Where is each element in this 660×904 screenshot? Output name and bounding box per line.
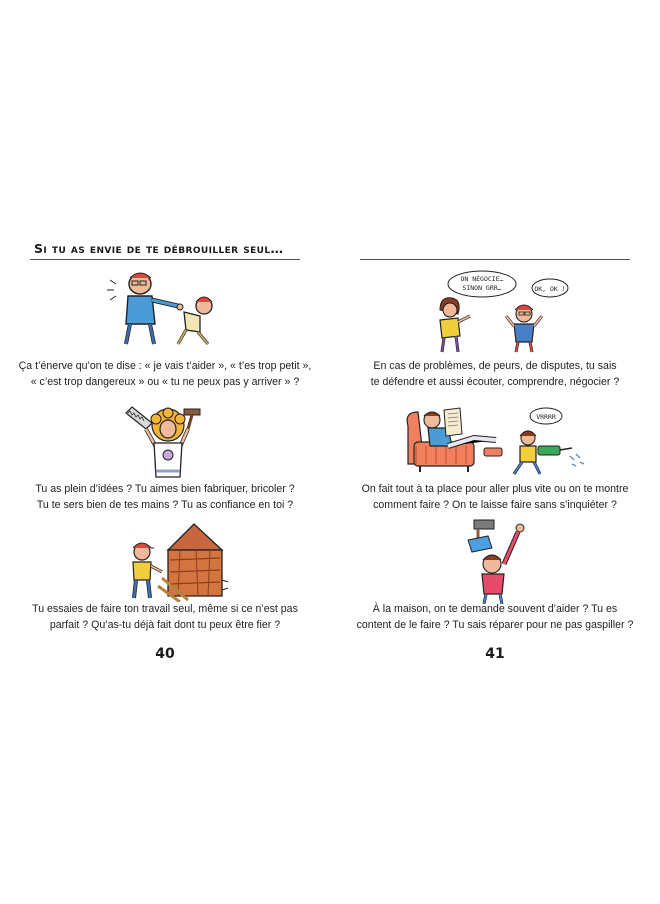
page-number: 41 (485, 646, 505, 662)
caption-2 (18, 481, 312, 513)
caption-line: Tu as plein d’idées ? Tu aimes bien fabriquer, bricoler ? (35, 483, 295, 495)
caption-line: En cas de problèmes, de peurs, de disputes, tu sais (373, 360, 617, 372)
bubble-text: ON NÉGOCIE… (460, 275, 504, 283)
caption-3 (18, 601, 312, 633)
caption-line: content de le faire ? Tu sais réparer pour ne pas gaspiller ? (356, 619, 634, 631)
adult-grabbing-child-illustration (100, 270, 230, 350)
caption-4 (348, 358, 642, 390)
section-heading: Si tu as envie de te débrouiller seul… (34, 241, 284, 256)
right-page (330, 0, 660, 904)
caption-line: comment faire ? On te laisse faire sans s’inquiéter ? (373, 499, 617, 511)
man-on-sofa-child-with-drill-illustration (400, 402, 600, 477)
bubble-text: OK, OK ! (534, 285, 566, 293)
woman-with-saw-and-hammer-illustration (122, 405, 212, 480)
heading-rule (30, 259, 300, 260)
page-number: 40 (155, 646, 175, 662)
caption-6 (348, 601, 642, 633)
caption-line: Tu te sers bien de tes mains ? Tu as confiance en toi ? (36, 499, 294, 511)
caption-line: parfait ? Qu’as-tu déjà fait dont tu peux être fier ? (49, 619, 281, 631)
bubble-text: VRRRR (536, 413, 556, 421)
caption-line: « c’est trop dangereux » ou « tu ne peux pas y arriver » ? (30, 376, 300, 388)
caption-line: On fait tout à ta place pour aller plus vite ou on te montre (361, 483, 629, 495)
caption-1 (18, 358, 312, 390)
caption-line: Ça t’énerve qu’on te dise : « je vais t’aider », « t’es trop petit », (18, 360, 312, 372)
two-children-negotiating-illustration (426, 270, 576, 354)
heading-rule (360, 259, 630, 260)
child-with-wooden-hut-illustration (118, 520, 228, 602)
caption-5 (348, 481, 642, 513)
caption-line: te défendre et aussi écouter, comprendre, négocier ? (370, 376, 620, 388)
caption-line: Tu essaies de faire ton travail seul, même si ce n’est pas (32, 603, 298, 615)
caption-line: À la maison, on te demande souvent d’aider ? Tu es (372, 603, 618, 615)
child-holding-hammer-illustration (462, 518, 542, 604)
bubble-text: SINON GRR… (462, 284, 502, 292)
